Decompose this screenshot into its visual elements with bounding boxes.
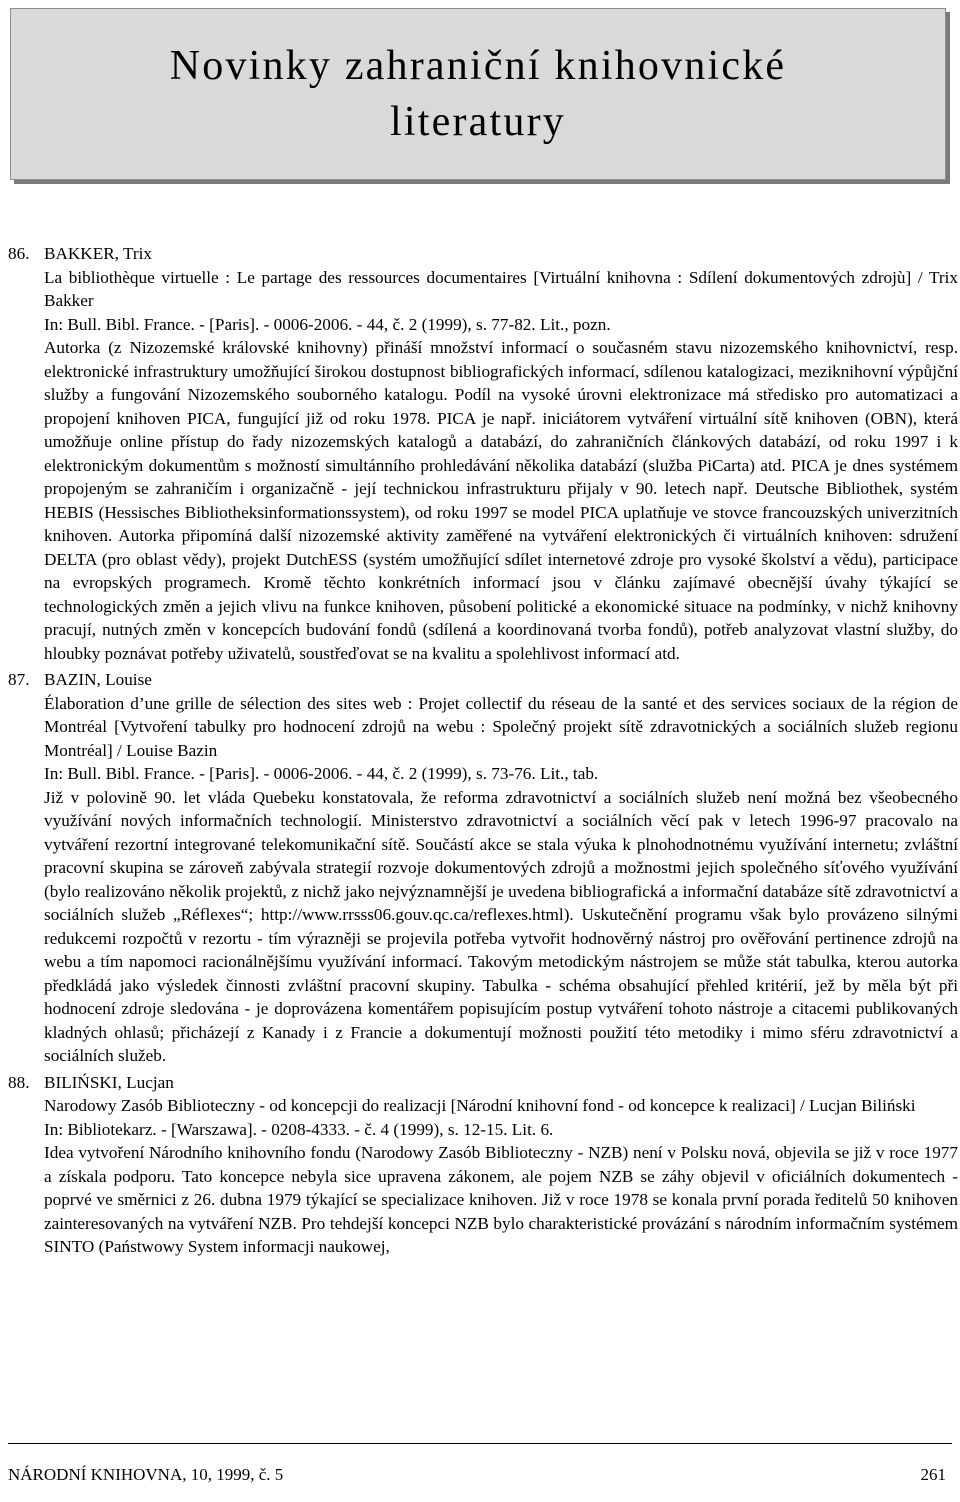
entry-author: BAZIN, Louise [44, 670, 152, 689]
page-title: Novinky zahraniční knihovnické literatury [169, 43, 787, 145]
footer-journal: NÁRODNÍ KNIHOVNA, 10, 1999, č. 5 [8, 1465, 284, 1484]
title-banner [10, 8, 946, 180]
list-item [8, 1071, 958, 1259]
entry-title: La bibliothèque virtuelle : Le partage des ressources documentaires [Virtuální knihovna : Sdílení dokumentových zdrojù] / Trix Bakker [44, 267, 958, 310]
entry-abstract: Idea vytvoření Národního knihovního fondu (Narodowy Zasób Biblioteczny - NZB) není v Polsku nová, objevila se již v roce 1977 a získala podporu. Tato koncepce nebyla sice upravena zákonem, ale pojem NZB se záhy objevil v oficiálních dokumentech - poprvé ve směrnici z 26. dubna 1979 týkající se specializace knihoven. Již v roce 1978 se konala první porada ředitelů 50 knihoven zainteresovaných na vytváření NZB. Pro tehdejší koncepci NZB bylo charakteristické provázání s národním informačním systémem SINTO (Państwowy System informacji naukowej, [44, 1143, 958, 1256]
entry-author: BILIŃSKI, Lucjan [44, 1072, 174, 1092]
entry-number: 86. [8, 244, 30, 263]
page-footer [8, 1443, 952, 1484]
entry-number: 88. [8, 1072, 30, 1092]
entry-list [8, 242, 958, 1259]
entry-title: Élaboration d’une grille de sélection des sites web : Projet collectif du réseau de la santé et des services sociaux de la région de Montréal [Vytvoření tabulky pro hodnocení zdrojů na webu : Společný projekt sítě zdravotnických a sociálních služeb regionu Montréal] / Louise Bazin [44, 693, 958, 760]
entry-number: 87. [8, 670, 30, 689]
entry-abstract: Již v polovině 90. let vláda Quebeku konstatovala, že reforma zdravotnictví a sociálních služeb není možná bez všeobecného využívání nových informačních technologií. Ministerstvo zdravotnictví a sociálních věcí pak v letech 1996-97 pracovalo na vytváření rezortní integrované telekomunikační sítě. Součástí akce se stala výuka k plnohodnotnému využívání internetu; zvláštní pracovní skupina se zároveň zabývala strategií rozvoje dokumentových zdrojů a možnostmi jejich společného síťového využívání (bylo realizováno několik projektů, z nichž jako nejvýznamnější je uvedena bibliografická a informační databáze sítě zdravotnictví a sociálních služeb „Réflexes“; http://www.rrsss06.gouv.qc.ca/reflexes.html). Uskutečnění programu však bylo provázeno silnými redukcemi rozpočtů v rezortu - tím výrazněji se projevila potřeba vytvořit hodnověrný nástroj pro ověřování pertinence zdrojů na webu a tím napomoci racionálnějšímu využívání informací. Takovým metodickým nástrojem se může stát tabulka, kterou autorka předkládá jako výsledek činnosti zvláštní pracovní skupiny. Tabulka - schéma obsahující přehled kritérií, jež by měla být při hodnocení zdroje sledována - je doprovázena komentářem popisujícím postup vytváření tohoto nástroje a citacemi publikovaných kladných ohlasů; přicházejí z Kanady i z Francie a dokumentují možnosti použití této metodiky i mimo sféru zdravotnictví a sociálních služeb. [44, 787, 958, 1065]
entry-source: In: Bibliotekarz. - [Warszawa]. - 0208-4333. - č. 4 (1999), s. 12-15. Lit. 6. [44, 1119, 554, 1139]
page-number: 261 [920, 1465, 946, 1484]
list-item [8, 242, 958, 665]
list-item [8, 668, 958, 1068]
entry-source: In: Bull. Bibl. France. - [Paris]. - 0006-2006. - 44, č. 2 (1999), s. 73-76. Lit., tab. [44, 764, 599, 783]
entry-title: Narodowy Zasób Biblioteczny - od koncepcji do realizacji [Národní knihovní fond - od koncepce k realizaci] / Lucjan Biliński [44, 1096, 916, 1115]
entry-source: In: Bull. Bibl. France. - [Paris]. - 0006-2006. - 44, č. 2 (1999), s. 77-82. Lit., pozn. [44, 314, 611, 334]
entry-abstract: Autorka (z Nizozemské královské knihovny) přináší množství informací o současném stavu nizozemského knihovnictví, resp. elektronické infrastruktury umožňující širokou dostupnost bibliografických informací, sdílenou katalogizaci, meziknihovní výpůjční služby a fungování Nizozemského souborného katalogu. Podíl na vysoké úrovni elektronizace má středisko pro automatizaci a propojení knihoven PICA, fungující již od roku 1978. PICA je např. iniciátorem vytváření virtuální sítě knihoven (OBN), která umožňuje online přístup do řady nizozemských katalogů a databází, do zahraničních článkových databází, od roku 1997 i k elektronickým dokumentům s možností simultánního prohledávání několika databází (služba PiCarta) atd. PICA je dnes systémem propojeným se zahraničím i organizačně - její technickou infrastrukturu přijaly v 90. letech např. Deutsche Bibliothek, systém HEBIS (Hessisches Bibliotheksinformationssystem), od roku 1997 se model PICA uplatňuje ve stovce francouzských univerzitních knihoven. Autorka připomíná další nizozemské aktivity zaměřené na vytváření elektronických či virtuálních knihoven: sdružení DELTA (pro oblast vědy), projekt DutchESS (systém umožňující sdílet internetové zdroje pro vysoké školství a vědu), participace na evropských programech. Kromě těchto konkrétních informací jsou v článku zajímavé obecnější úvahy týkající se technologických změn a jejich vlivu na funkce knihoven, působení politické a ekonomické situace na podmínky, v nichž knihovny pracují, nutných změn v koncepcích budování fondů (sdílená a koordinovaná tvorba fondů), potřeb analyzovat vlastní služby, do hloubky poznávat potřeby uživatelů, soustřeďovat se na kvalitu a spolehlivost informací atd. [44, 338, 958, 663]
entry-author: BAKKER, Trix [44, 244, 152, 263]
